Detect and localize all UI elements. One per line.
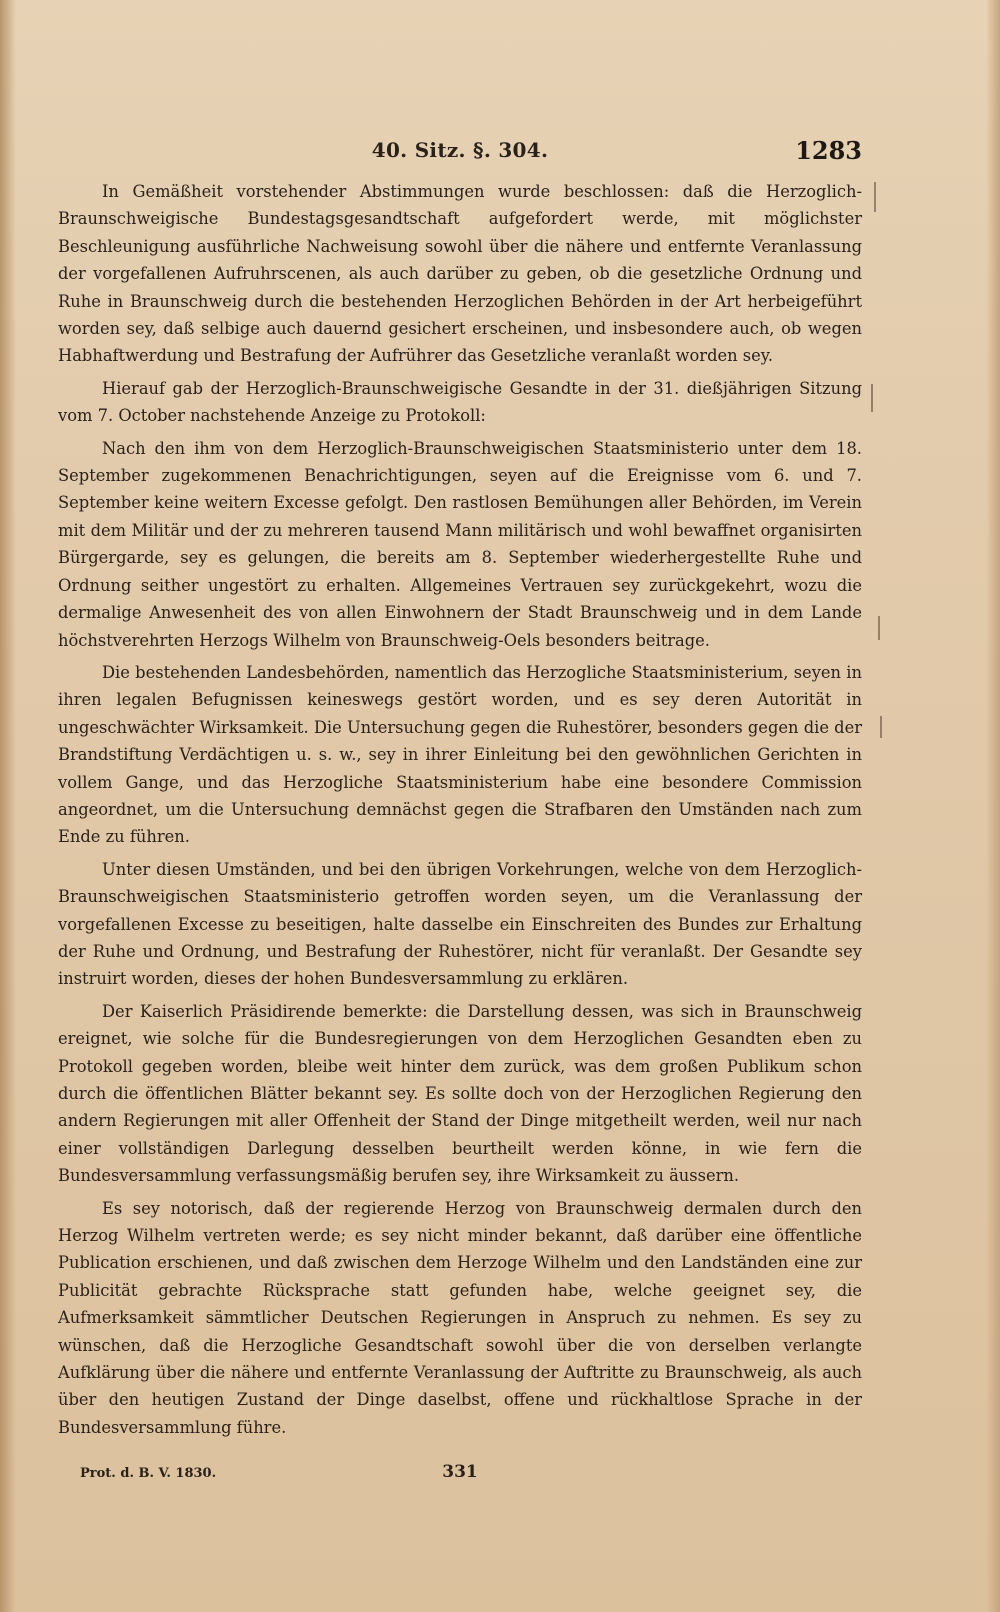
footer-imprint: Prot. d. B. V. 1830.: [80, 1466, 217, 1481]
margin-mark: [874, 182, 876, 212]
page-header: [58, 136, 862, 176]
margin-mark: [880, 716, 882, 738]
paragraph-ministry-report: Nach den ihm von dem Herzoglich-Braunschweigischen Staatsministerio unter dem 18. September zugekommenen Benachrichtigungen, seyen auf die Ereignisse vom 6. und 7. September keine weitern Excesse gefolgt. Den rastlosen Bemühungen aller Behörden, im Verein mit dem Militär und der zu mehreren tausend Mann militärisch und wohl bewaffnet organisirten Bürgergarde, sey es gelungen, die bereits am 8. September wiederhergestellte Ruhe und Ordnung seither ungestört zu erhalten. Allgemeines Vertrauen sey zurückgekehrt, wozu die dermalige Anwesenheit des von allen Einwohnern der Stadt Braunschweig und in dem Lande höchstverehrten Herzogs Wilhelm von Braunschweig-Oels besonders beitrage.: [58, 438, 862, 650]
paragraph-resolution: In Gemäßheit vorstehender Abstimmungen wurde beschlossen: daß die Herzoglich-Braunschweigische Bundestagsgesandtschaft aufgefordert werde, mit möglichster Beschleunigung ausführliche Nachweisung sowohl über die nähere und entfernte Veranlassung der vorgefallenen Aufruhrscenen, als auch darüber zu geben, ob die gesetzliche Ordnung und Ruhe in Braunschweig durch die bestehenden Herzoglichen Behörden in der Art herbeigeführt worden sey, daß selbige auch dauernd gesichert erscheinen, und insbesondere auch, ob wegen Habhaftwerdung und Bestrafung der Aufrührer das Gesetzliche veranlaßt worden sey.: [58, 182, 862, 366]
running-head: 40. Sitz. §. 304.: [371, 138, 549, 162]
page-number: 1283: [795, 136, 862, 165]
document-body: [58, 178, 862, 1446]
paragraph-circumstances: Unter diesen Umständen, und bei den übrigen Vorkehrungen, welche von dem Herzoglich-Braunschweigischen Staatsministerio getroffen worden seyen, um die Veranlassung der vorgefallenen Excesse zu beseitigen, halte dasselbe ein Einschreiten des Bundes zur Erhaltung der Ruhe und Ordnung, und Bestrafung der Ruhestörer, nicht für veranlaßt. Der Gesandte sey instruirt worden, dieses der hohen Bundesversammlung zu erklären.: [58, 859, 862, 989]
paragraph-notoriety: Es sey notorisch, daß der regierende Herzog von Braunschweig dermalen durch den Herzog Wilhelm vertreten werde; es sey nicht minder bekannt, daß darüber eine öffentliche Publication erschienen, und daß zwischen dem Herzoge Wilhelm und den Landständen eine zur Publicität gebrachte Rücksprache statt gefunden habe, welche geeignet sey, die Aufmerksamkeit sämmtlicher Deutschen Regierungen in Anspruch zu nehmen. Es sey zu wünschen, daß die Herzogliche Gesandtschaft sowohl über die von derselben verlangte Aufklärung über die nähere und entfernte Veranlassung der Auftritte zu Braunschweig, als auch über den heutigen Zustand der Dinge daselbst, offene und rückhaltlose Sprache in der Bundesversammlung führe.: [58, 1198, 862, 1437]
paragraph-authorities: Die bestehenden Landesbehörden, namentlich das Herzogliche Staatsministerium, seyen in ihren legalen Befugnissen keineswegs gestört worden, und es sey deren Autorität in ungeschwächter Wirksamkeit. Die Untersuchung gegen die Ruhestörer, besonders gegen die der Brandstiftung Verdächtigen u. s. w., sey in ihrer Einleitung bei den gewöhnlichen Gerichten in vollem Gange, und das Herzogliche Staatsministerium habe eine besondere Commission angeordnet, um die Untersuchung demnächst gegen die Strafbaren den Umständen nach zum Ende zu führen.: [58, 662, 862, 847]
paragraph-presiding-remark: Der Kaiserlich Präsidirende bemerkte: die Darstellung dessen, was sich in Braunschweig ereignet, wie solche für die Bundesregierungen von dem Herzoglichen Gesandten eben zu Protokoll gegeben worden, bleibe weit hinter dem zurück, was dem großen Publikum schon durch die öffentlichen Blätter bekannt sey. Es sollte doch von der Herzoglichen Regierung den andern Regierungen mit aller Offenheit der Stand der Dinge mitgetheilt werden, weil nur nach einer vollständigen Darlegung desselben beurtheilt werden könne, in wie fern die Bundesversammlung verfassungsmäßig berufen sey, ihre Wirksamkeit zu äussern.: [58, 1001, 862, 1186]
margin-mark: [871, 384, 873, 412]
page-footer: [58, 1462, 862, 1486]
margin-mark: [878, 616, 880, 640]
paragraph-protocol-intro: Hierauf gab der Herzoglich-Braunschweigische Gesandte in der 31. dießjährigen Sitzung vom 7. October nachstehende Anzeige zu Protokoll:: [58, 378, 862, 426]
signature-mark: 331: [442, 1462, 478, 1482]
